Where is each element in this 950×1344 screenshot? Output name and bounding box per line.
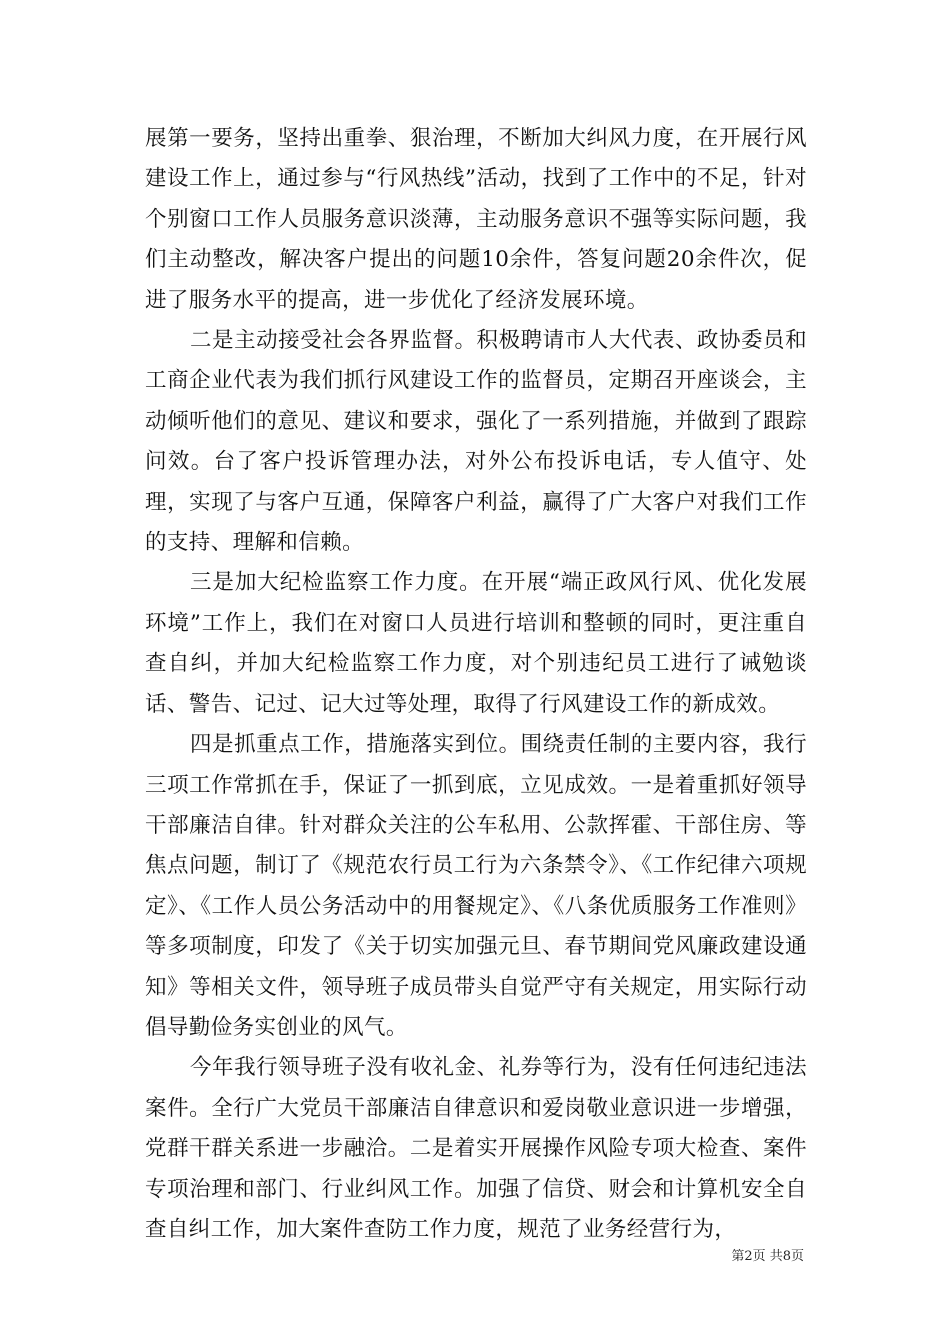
paragraph-item-2: 二是主动接受社会各界监督。积极聘请市人大代表、政协委员和工商企业代表为我们抓行风建设工作的监督员，定期召开座谈会，主动倾听他们的意见、建议和要求，强化了一系列措施，并做到了跟踪问效。台了客户投诉管理办法，对外公布投诉电话，专人值守、处理，实现了与客户互通，保障客户利益，赢得了广大客户对我们工作的支持、理解和信赖。 xyxy=(145,328,807,556)
page-number-footer: 第2页 共8页 xyxy=(731,1249,804,1264)
paragraph-item-3: 三是加大纪检监察工作力度。在开展“端正政风行风、优化发展环境”工作上，我们在对窗口人员进行培训和整顿的同时，更注重自查自纠，并加大纪检监察工作力度，对个别违纪员工进行了诫勉谈话、警告、记过、记大过等处理，取得了行风建设工作的新成效。 xyxy=(145,570,807,717)
paragraph-results: 今年我行领导班子没有收礼金、礼券等行为，没有任何违纪违法案件。全行广大党员干部廉洁自律意识和爱岗敬业意识进一步增强，党群干群关系进一步融洽。二是着实开展操作风险专项大检查、案件专项治理和部门、行业纠风工作。加强了信贷、财会和计算机安全自查自纠工作，加大案件查防工作力度，规范了业务经营行为， xyxy=(145,1055,807,1242)
document-body xyxy=(145,119,807,1250)
paragraph-continuation: 展第一要务，坚持出重拳、狠治理，不断加大纠风力度，在开展行风建设工作上，通过参与“行风热线”活动，找到了工作中的不足，针对个别窗口工作人员服务意识淡薄，主动服务意识不强等实际问题，我们主动整改，解决客户提出的问题10余件，答复问题20余件次，促进了服务水平的提高，进一步优化了经济发展环境。 xyxy=(145,126,807,313)
paragraph-item-4: 四是抓重点工作，措施落实到位。围绕责任制的主要内容，我行三项工作常抓在手，保证了一抓到底，立见成效。一是着重抓好领导干部廉洁自律。针对群众关注的公车私用、公款挥霍、干部住房、等焦点问题，制订了《规范农行员工行为六条禁令》、《工作纪律六项规定》、《工作人员公务活动中的用餐规定》、《八条优质服务工作准则》等多项制度，印发了《关于切实加强元旦、春节期间党风廉政建设通知》等相关文件，领导班子成员带头自觉严守有关规定，用实际行动倡导勤俭务实创业的风气。 xyxy=(145,732,807,1040)
